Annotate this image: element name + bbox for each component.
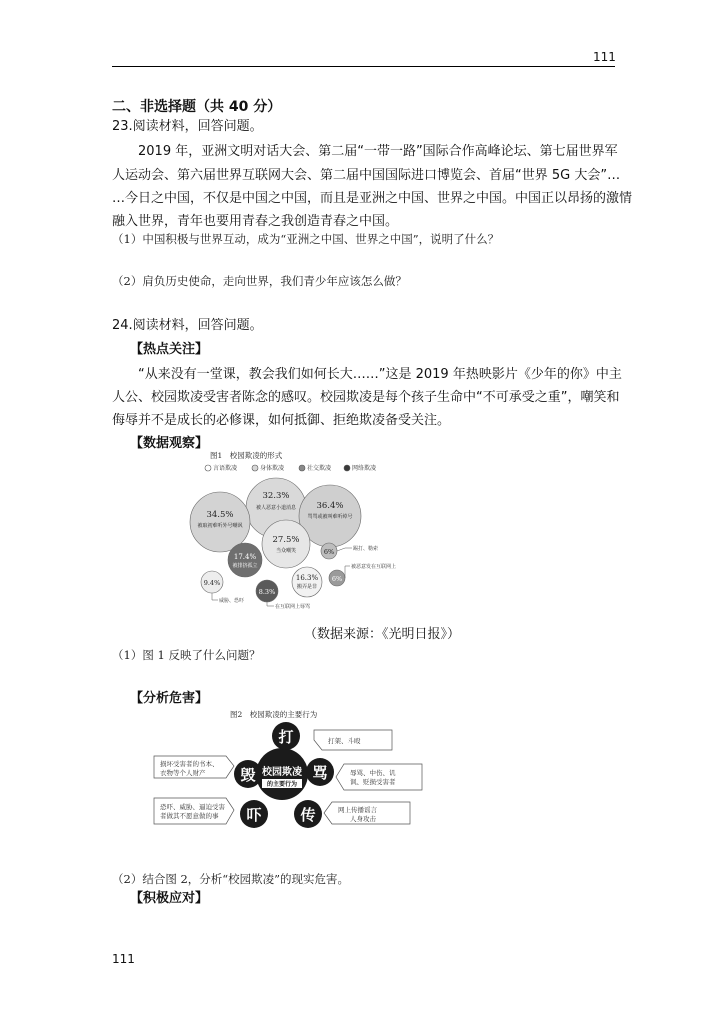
bubble-label: 被取初难听外号嘲讽	[197, 523, 243, 529]
desc-box-scold	[336, 764, 422, 790]
q24-para-line: 人公、校园欺凌受害者陈念的感叹。校园欺凌是每个孩子生命中“不可承受之重”，嘲笑和	[112, 390, 620, 405]
bubble-label: 被人恶意小道消息	[255, 505, 297, 511]
legend-swatch-online	[344, 465, 350, 471]
diagram-center-sub: 的主要行为	[266, 781, 298, 788]
char-destroy: 毁	[240, 766, 256, 784]
bubble-gossip	[292, 567, 322, 597]
q24-subquestion-1: （1）图 1 反映了什么问题？	[112, 648, 261, 662]
desc-destroy: 损坏受害者的书本、	[160, 760, 219, 768]
legend-label: 社交欺凌	[307, 465, 332, 472]
bubble-value: 9.4%	[203, 579, 221, 587]
bubble-label: 威胁、恐吓	[219, 598, 245, 604]
leader-line	[337, 548, 352, 551]
char-scold: 骂	[312, 764, 328, 782]
desc-spread-cont: 人身攻击	[350, 815, 376, 823]
legend-swatch-physical	[252, 465, 258, 471]
legend-swatch-social	[299, 465, 305, 471]
bubble-chart	[180, 448, 430, 618]
char-spread: 传	[300, 806, 316, 824]
chart-title: 图1 校园欺凌的形式	[210, 451, 283, 460]
footer-page-number: 111	[112, 952, 135, 966]
legend-label: 言语欺凌	[213, 465, 238, 472]
bubble-value: 8.3%	[258, 588, 276, 596]
q24-para-line: 侮辱并不是成长的必修课，如何抵御、拒绝欺凌备受关注。	[112, 413, 451, 428]
leader-line	[267, 602, 274, 606]
diagram-center-title: 校园欺凌	[262, 767, 302, 778]
header-page-number: 111	[593, 50, 616, 64]
desc-scold-cont: 讽、贬损受害者	[350, 778, 396, 786]
q24-para-line: “从来没有一堂课，教会我们如何长大……”这是 2019 年热映影片《少年的你》中主	[138, 367, 622, 382]
bubble-value: 36.4%	[316, 501, 344, 511]
q23-para-line: 人运动会、第六届世界互联网大会、第二届中国国际进口博览会、首届“世界 5G 大会”…	[112, 168, 621, 183]
bubble-label: 当众嘲笑	[275, 548, 297, 554]
hot-topic-heading: 【热点关注】	[130, 342, 209, 357]
bubble-value: 32.3%	[262, 491, 290, 501]
leader-line	[212, 593, 218, 600]
leader-line	[345, 566, 350, 578]
desc-scold: 辱骂、中伤、讥	[350, 769, 396, 777]
q23-para-line: 融入世界，青年也要用青春之我创造青春之中国。	[112, 214, 399, 229]
desc-scare: 恐吓、威胁、逼迫受害	[160, 803, 225, 811]
header-rule	[112, 66, 615, 67]
positive-response-heading: 【积极应对】	[130, 891, 209, 906]
bubble-value: 17.4%	[233, 553, 257, 561]
bubble-value: 34.5%	[206, 510, 234, 520]
desc-spread: 网上传播谣言	[338, 806, 377, 814]
legend-label: 身体欺凌	[260, 465, 285, 472]
bubble-label: 踢打、勒索	[353, 546, 379, 552]
desc-hit: 打架、斗殴	[328, 737, 361, 745]
desc-destroy-cont: 衣物等个人财产	[160, 769, 206, 777]
bubble-value: 16.3%	[295, 574, 319, 582]
desc-scare-cont: 者做其不愿意做的事	[160, 812, 219, 820]
diagram-title: 图2 校园欺凌的主要行为	[230, 710, 318, 719]
desc-box-scare	[154, 798, 234, 824]
bubble-label: 被排挤孤立	[232, 563, 258, 569]
chart-source: （数据来源：《光明日报》）	[304, 627, 461, 642]
char-hit: 打	[278, 728, 294, 746]
q23-label: 23.阅读材料，回答问题。	[112, 119, 263, 134]
bubble-value: 27.5%	[272, 535, 300, 545]
char-scare: 吓	[246, 806, 262, 824]
bubble-value: 6%	[323, 548, 335, 556]
q23-subquestion-2: （2）肩负历史使命，走向世界，我们青少年应该怎么做？	[112, 274, 407, 288]
q23-para-line: 2019 年，亚洲文明对话大会、第二届“一带一路”国际合作高峰论坛、第七届世界军	[138, 144, 618, 159]
harm-analysis-heading: 【分析危害】	[130, 691, 209, 706]
q23-para-line: …今日之中国，不仅是中国之中国，而且是亚洲之中国、世界之中国。中国正以昂扬的激情	[112, 191, 633, 206]
q23-subquestion-1: （1）中国积极与世界互动，成为“亚洲之中国、世界之中国”，说明了什么？	[112, 232, 500, 246]
bubble-label: 骂骂或被叫难听绰号	[307, 514, 353, 520]
legend-swatch-verbal	[205, 465, 211, 471]
bubble-label: 搬弄是非	[296, 584, 318, 590]
bubble-value: 6%	[331, 575, 343, 583]
bullying-behaviors-diagram	[146, 706, 436, 836]
data-observation-heading: 【数据观察】	[130, 436, 209, 451]
bubble-label: 在互联网上辱骂	[275, 604, 311, 610]
legend-label: 网络欺凌	[352, 465, 377, 472]
bubble-mocking-names	[190, 492, 250, 552]
bubble-label: 被恶意发在互联网上	[351, 564, 397, 570]
q24-subquestion-2: （2）结合图 2，分析“校园欺凌”的现实危害。	[112, 872, 350, 886]
section-title: 二、非选择题（共 40 分）	[112, 99, 282, 115]
q24-label: 24.阅读材料，回答问题。	[112, 318, 263, 333]
